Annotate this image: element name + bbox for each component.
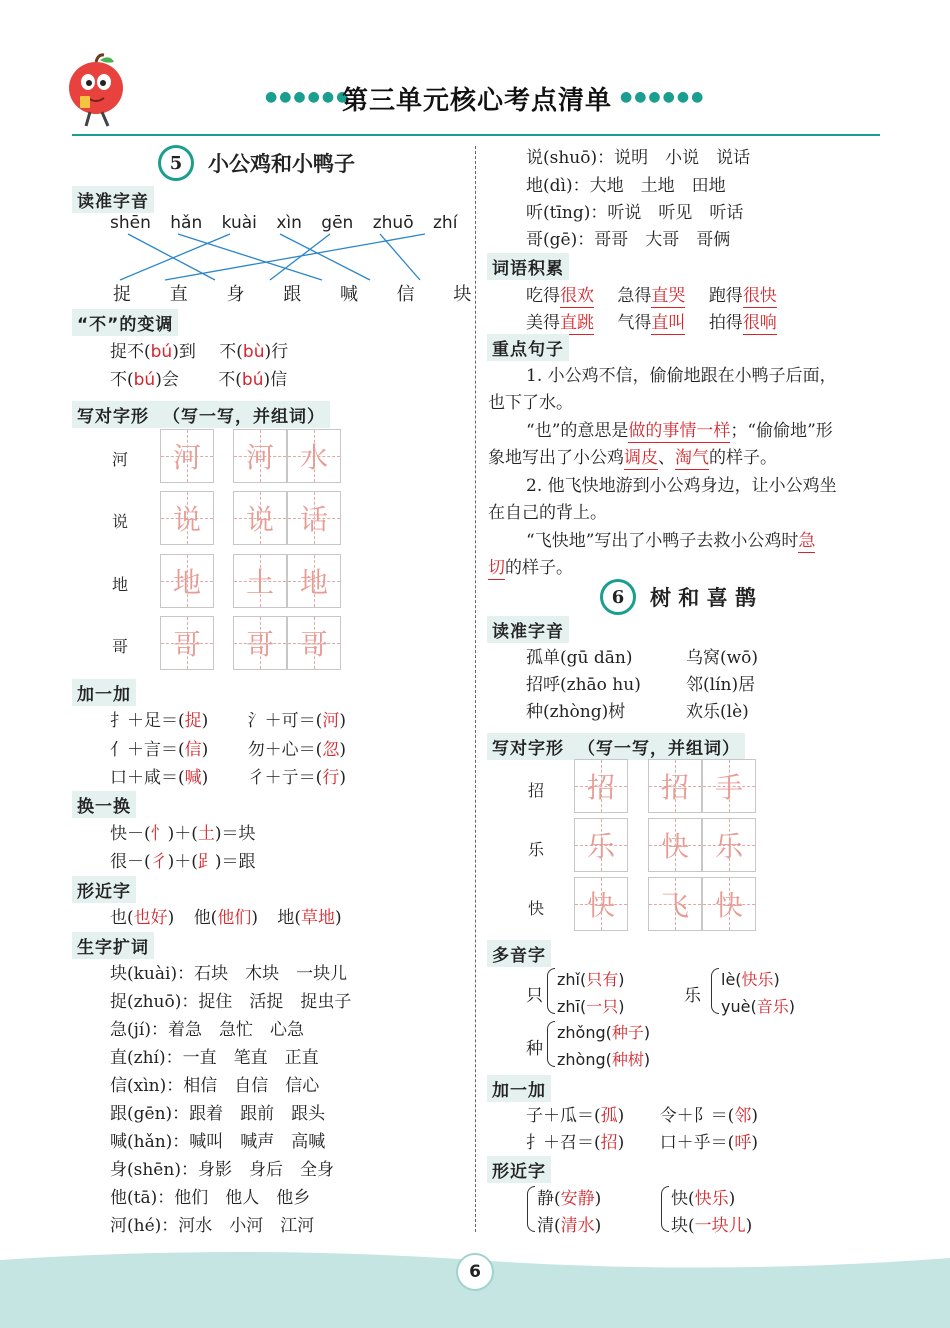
- similar6-item: 块(一块儿): [671, 1216, 753, 1236]
- similar6-item: 清(清水): [537, 1216, 602, 1236]
- writing-grid: 话: [287, 491, 341, 545]
- section-bu-header: “不”的变调: [72, 309, 178, 336]
- add-row-3: 口＋咸＝(喊) 彳＋亍＝(行): [110, 768, 346, 788]
- section-vocab-header: 词语积累: [487, 253, 569, 280]
- pinyin-row: shēn hǎn kuài xìn gēn zhuō zhí: [110, 213, 458, 233]
- add-row-2: 亻＋言＝(信) 勿＋心＝(忽): [110, 740, 346, 760]
- sentence-1b: 也下了水。: [488, 393, 573, 413]
- section-swap-header: 换一换: [72, 791, 136, 818]
- read6-row: 招呼(zhāo hu) 邻(lín)居: [526, 675, 756, 695]
- writing-grid: 乐: [574, 818, 628, 872]
- writing-grid: 哥: [233, 616, 287, 670]
- page-number-badge: [456, 1253, 494, 1291]
- writing-grid: 河: [160, 429, 214, 483]
- vocab-row-2: 美得直跳 气得直叫 拍得很响: [526, 313, 777, 333]
- expand-row: 跟(gēn)：跟着 跟前 跟头: [110, 1104, 326, 1124]
- poly-reading: zhòng(种树): [557, 1050, 651, 1069]
- poly-reading: zhǐ(只有): [557, 970, 625, 989]
- section-poly-header: 多音字: [487, 940, 551, 967]
- header-dots-right: ●●●●●●: [620, 89, 706, 105]
- section-expand-header: 生字扩词: [72, 932, 154, 959]
- lesson-title: 小公鸡和小鸭子: [208, 151, 355, 176]
- expand-row: 急(jí)：着急 急忙 心急: [110, 1020, 304, 1040]
- writing-grid: 哥: [160, 616, 214, 670]
- header-rule: [72, 134, 880, 136]
- writing-grid: 哥: [287, 616, 341, 670]
- writing-grid: 土: [233, 554, 287, 608]
- writing-grid: 快: [648, 818, 702, 872]
- poly-reading: zhǒng(种子): [557, 1023, 651, 1042]
- poly-char: 乐: [684, 986, 701, 1006]
- writing-grid: 快: [574, 877, 628, 931]
- poly-reading: zhī(一只): [557, 997, 625, 1016]
- swap-row-1: 快－(忄)＋(土)＝块: [110, 824, 256, 844]
- bu-row-1: 捉不(bú)到 不(bù)行: [110, 342, 289, 362]
- section-write-header: 写对字形 （写一写，并组词）: [72, 401, 330, 428]
- write-char-label: 快: [528, 899, 545, 918]
- expand-row: 块(kuài)：石块 木块 一块儿: [110, 964, 348, 984]
- writing-grid: 说: [233, 491, 287, 545]
- writing-grid: 水: [287, 429, 341, 483]
- brace-icon: [661, 1186, 669, 1232]
- vocab-row-1: 吃得很欢 急得直哭 跑得很快: [526, 286, 777, 306]
- note-2a: “飞快地”写出了小鸭子去救小公鸡时急: [526, 531, 816, 551]
- writing-grid: 招: [574, 759, 628, 813]
- writing-grid: 招: [648, 759, 702, 813]
- column-divider: [475, 146, 476, 1232]
- section-sentences-header: 重点句子: [487, 334, 569, 361]
- writing-grid: 地: [287, 554, 341, 608]
- char-row: 捉 直 身 跟 喊 信 块: [113, 284, 472, 305]
- page-number: 6: [469, 1262, 481, 1282]
- expand-row: 捉(zhuō)：捉住 活捉 捉虫子: [110, 992, 352, 1012]
- lesson-title: 树 和 喜 鹊: [650, 585, 756, 610]
- section-add6-header: 加一加: [487, 1075, 551, 1102]
- writing-grid: 手: [702, 759, 756, 813]
- writing-grid: 说: [160, 491, 214, 545]
- note-1b: 象地写出了小公鸡调皮、淘气的样子。: [488, 448, 777, 468]
- expand-row: 哥(gē)：哥哥 大哥 哥俩: [526, 230, 731, 250]
- lesson-number-badge: 6: [600, 579, 636, 615]
- read6-row: 种(zhòng)树 欢乐(lè): [526, 702, 749, 722]
- section-add-header: 加一加: [72, 679, 136, 706]
- header-dots-left: ●●●●●●: [265, 89, 351, 105]
- writing-grid: 地: [160, 554, 214, 608]
- lesson6-title: [600, 579, 756, 615]
- similar6-item: 静(安静): [537, 1189, 602, 1209]
- bu-row-2: 不(bú)会 不(bú)信: [110, 370, 288, 390]
- lesson5-title: [158, 145, 355, 181]
- brace-icon: [547, 968, 555, 1014]
- poly-reading: lè(快乐): [721, 970, 780, 989]
- poly-reading: yuè(音乐): [721, 997, 795, 1016]
- read6-row: 孤单(gū dān) 乌窝(wō): [526, 648, 759, 668]
- write-char-label: 河: [112, 450, 129, 469]
- apple-mascot-icon: [62, 52, 132, 130]
- expand-row: 直(zhí)：一直 笔直 正直: [110, 1048, 319, 1068]
- note-1a: “也”的意思是做的事情一样；“偷偷地”形: [526, 421, 833, 441]
- write-char-label: 哥: [112, 637, 129, 656]
- poly-char: 种: [526, 1039, 543, 1059]
- section-read6-header: 读准字音: [487, 616, 569, 643]
- write-char-label: 乐: [528, 840, 545, 859]
- sentence-2a: 2. 他飞快地游到小公鸡身边，让小公鸡坐: [526, 476, 837, 496]
- section-write6-header: 写对字形 （写一写，并组词）: [487, 733, 745, 760]
- writing-grid: 飞: [648, 877, 702, 931]
- add-row-1: 扌＋足＝(捉) 氵＋可＝(河): [110, 711, 346, 731]
- write-char-label: 招: [528, 781, 545, 800]
- write-char-label: 说: [112, 512, 129, 531]
- expand-row: 听(tīng)：听说 听见 听话: [526, 203, 744, 223]
- add6-row-2: 扌＋召＝(招) 口＋乎＝(呼): [526, 1133, 758, 1153]
- expand-row: 地(dì)：大地 土地 田地: [526, 176, 726, 196]
- expand-row: 喊(hǎn)：喊叫 喊声 高喊: [110, 1132, 326, 1152]
- sentence-1a: 1. 小公鸡不信，偷偷地跟在小鸭子后面，: [526, 366, 837, 386]
- poly-char: 只: [526, 986, 543, 1006]
- section-read-header: 读准字音: [72, 186, 154, 213]
- expand-row: 身(shēn)：身影 身后 全身: [110, 1160, 334, 1180]
- similar-row: 也(也好) 他(他们) 地(草地): [110, 908, 342, 928]
- writing-grid: 乐: [702, 818, 756, 872]
- section-similar-header: 形近字: [72, 876, 136, 903]
- expand-row: 信(xìn)：相信 自信 信心: [110, 1076, 320, 1096]
- brace-icon: [547, 1021, 555, 1067]
- brace-icon: [711, 968, 719, 1014]
- brace-icon: [527, 1186, 535, 1232]
- sentence-2b: 在自己的背上。: [488, 503, 607, 523]
- section-similar6-header: 形近字: [487, 1156, 551, 1183]
- writing-grid: 快: [702, 877, 756, 931]
- note-2b: 切的样子。: [488, 558, 573, 578]
- expand-row: 河(hé)：河水 小河 江河: [110, 1216, 315, 1236]
- matching-lines: [100, 232, 460, 284]
- expand-row: 说(shuō)：说明 小说 说话: [526, 148, 751, 168]
- swap-row-2: 很－(彳)＋(𧾷)＝跟: [110, 852, 256, 872]
- add6-row-1: 子＋瓜＝(孤) 令＋阝＝(邻): [526, 1106, 758, 1126]
- expand-row: 他(tā)：他们 他人 他乡: [110, 1188, 311, 1208]
- write-char-label: 地: [112, 575, 129, 594]
- lesson-number-badge: 5: [158, 145, 194, 181]
- page-title: 第三单元核心考点清单: [342, 86, 613, 116]
- similar6-item: 快(快乐): [671, 1189, 736, 1209]
- writing-grid: 河: [233, 429, 287, 483]
